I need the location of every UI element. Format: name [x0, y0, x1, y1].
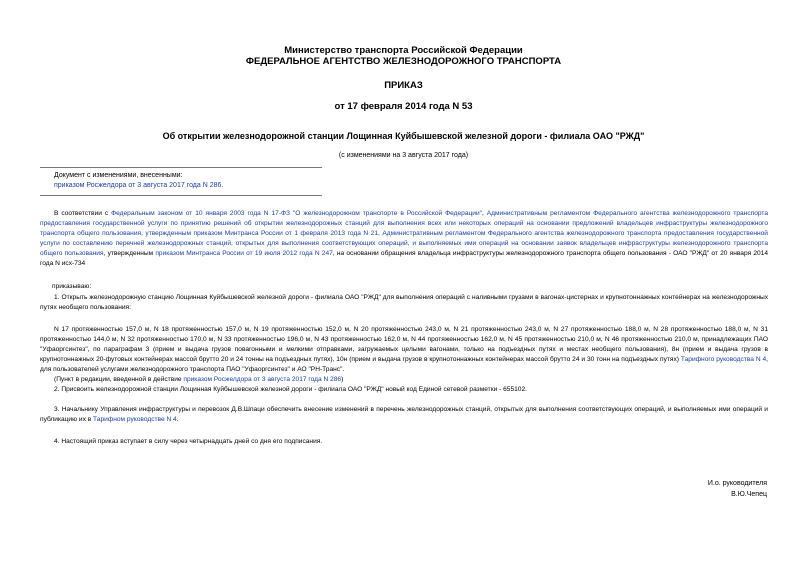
item-1-detail [40, 325, 768, 375]
changes-box-label: Документ с изменениями, внесенными: [54, 172, 183, 179]
preamble-text-1: В соответствии с [54, 210, 112, 217]
item-2: 2. Присвоить железнодорожной станции Лощинная Куйбышевской железной дороги - филиала ОАО "РЖД" новый код Единой сетевой разметки - 655102. [54, 386, 527, 393]
item-1-note [54, 375, 768, 385]
ministry-name: Министерство транспорта Российской Федерации [284, 45, 523, 56]
item-1-note-end: ) [341, 376, 344, 383]
mintrans-order-link[interactable]: приказом Минтранса России от 19 июля 2012 года N 247 [155, 250, 333, 257]
preamble-text-4: , на основании обращения владельца инфраструктуры железнодорожного транспорта общего пользования - ОАО "РЖД" от 20 января 2014 года N исх-734 [40, 250, 769, 267]
changes-box-bottom-divider [40, 195, 322, 196]
item-1-detail-text: N 17 протяженностью 157,0 м, N 18 протяженностью 157,0 м, N 19 протяженностью 152,0 м, N 20 протяженностью 243,0 м, N 21 протяженностью 243,0 м, N 27 протяженностью 188,0 м, N 28 протяженностью 188,0 м, N 31 протяженностью 144,0 м, N 32 протяженностью 170,0 м, N 33 протяженностью 196,0 м, N 43 протяженностью 162,0 м, N 44 протяженностью 162,0 м, N 45 протяженностью 210,0 м, N 46 протяженностью 210,0 м, принадлежащих ПАО "Уфаоргсинтез", по параграфам 3 (прием и выдача грузов повагонными и мелкими отправками, загружаемых целыми вагонами, только на подъездных путях и местах необщего пользования), 8н (прием и выдача грузов в крупнотоннажных 20-футовых контейнерах массой брутто 20 и 24 тонны на подъездных путях), 10н (прием и выдача грузов в крупнотоннажных контейнерах массой брутто 24 и 30 тонн на подъездных путях) [40, 326, 768, 363]
tariff-guide-link-2[interactable]: Тарифном руководстве N 4 [93, 416, 177, 423]
signature-position: И.о. руководителя [707, 480, 767, 487]
preamble-text-2: , [481, 210, 487, 217]
preamble-paragraph [40, 209, 768, 269]
order-word: приказываю: [52, 283, 92, 290]
agency-name: ФЕДЕРАЛЬНОЕ АГЕНТСТВО ЖЕЛЕЗНОДОРОЖНОГО ТРАНСПОРТА [245, 56, 562, 67]
changes-box-link[interactable]: приказом Росжелдора от 3 августа 2017 года N 286. [54, 182, 224, 189]
admin-regulation-link[interactable]: Административным регламентом Федерального агентства железнодорожного транспорта предоставления государственной услуги по принятию решений об открытии железнодорожных станций для выполнения всех или некоторых операций на основании предложений владельцев инфраструктуры железнодорожного транспорта общего пользования, утвержденным приказом Минтранса России от 1 февраля 2013 года N 21, Административным регламентом Федерального агентства железнодорожного транспорта предоставления государственной услуги по составлению перечней железнодорожных станций, открытых для выполнения соответствующих операций, и выполняемых ими операций на основании заявок владельцев инфраструктуры железнодорожного транспорта общего пользования [40, 210, 768, 257]
document-type: ПРИКАЗ [384, 80, 423, 91]
document-date: от 17 февраля 2014 года N 53 [334, 101, 473, 112]
item-1: 1. Открыть железнодорожную станцию Лощинная Куйбышевской железной дороги - филиала ОАО "РЖД" для выполнения операций с наливными грузами в вагонах-цистернах и крупнотоннажных контейнерах на железнодорожных путях необщего пользования: [40, 294, 768, 311]
signature-name: В.Ю.Чепец [731, 491, 767, 498]
document-title: Об открытии железнодорожной станции Лощинная Куйбышевской железной дороги - филиала ОАО "РЖД" [162, 131, 645, 141]
item-3-text: 3. Начальнику Управления инфраструктуры и перевозок Д.В.Шпаци обеспечить внесение изменений в перечень железнодорожных станций, открытых для выполнения соответствующих операций, и выполняемых ими операций и публикацию их в [40, 406, 768, 423]
preamble-text-3: , утвержденным [103, 250, 156, 257]
item-4: 4. Настоящий приказ вступает в силу через четырнадцать дней со дня его подписания. [54, 438, 323, 445]
rosgeldor-order-link[interactable]: приказом Росжелдора от 3 августа 2017 года N 286 [183, 376, 342, 383]
item-3-end: . [176, 416, 179, 423]
changes-box-top-divider [40, 167, 322, 168]
federal-law-link[interactable]: Федеральным законом от 10 января 2003 года N 17-ФЗ "О железнодорожном транспорте в Российской Федерации" [111, 210, 482, 217]
tariff-guide-link[interactable]: Тарифного руководства N 4 [680, 356, 767, 363]
item-3 [40, 405, 768, 425]
item-1-detail-text-end: , для пользователей услугами железнодорожного транспорта ПАО "Уфаоргсинтез" и АО "РН-Транс". [40, 356, 769, 373]
item-1-note-text: (Пункт в редакции, введенной в действие [54, 376, 184, 383]
edition-note: (с изменениями на 3 августа 2017 года) [338, 152, 469, 159]
